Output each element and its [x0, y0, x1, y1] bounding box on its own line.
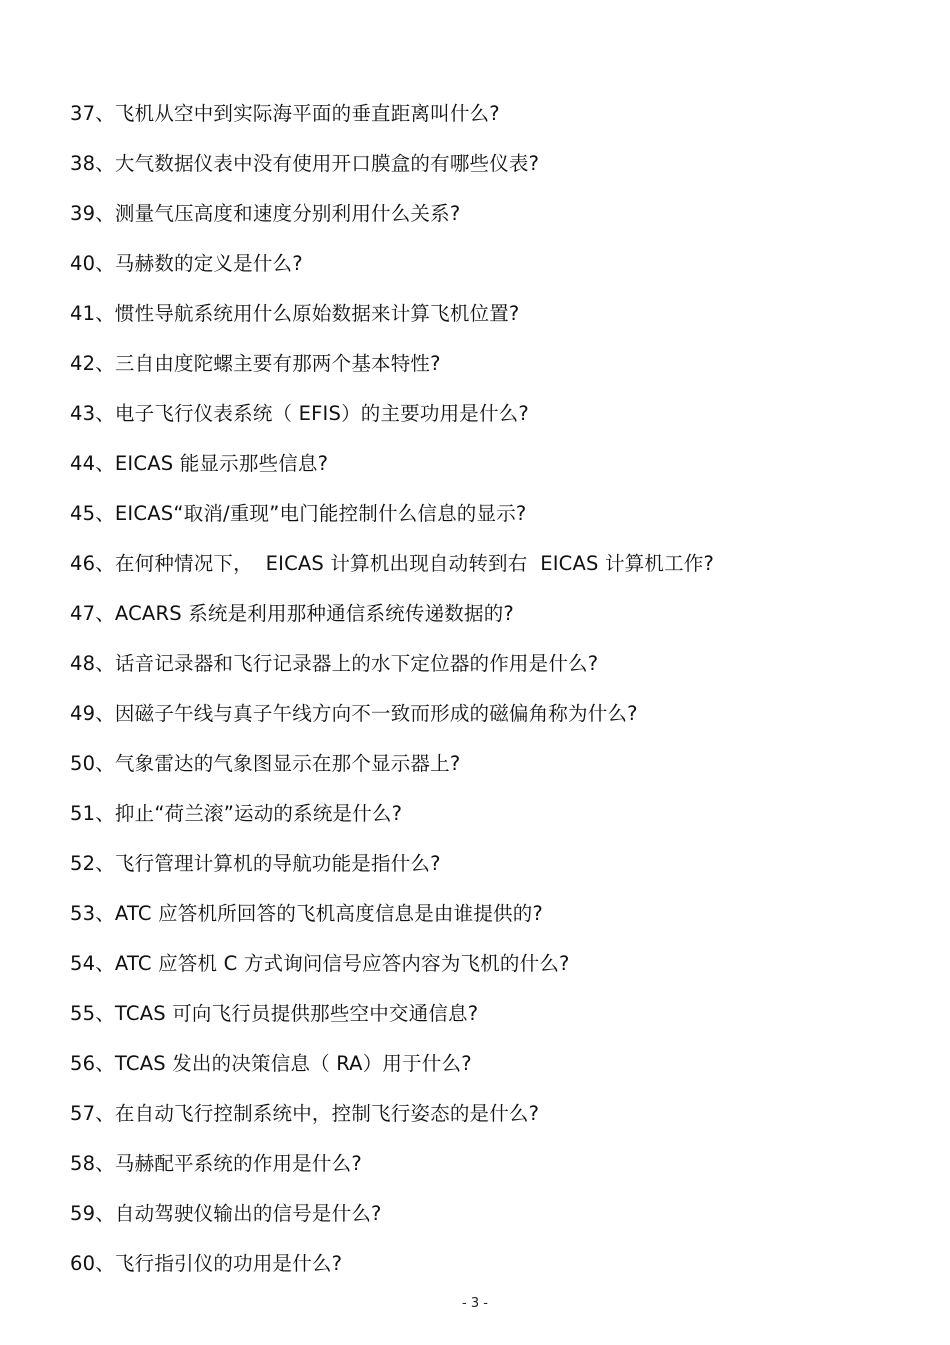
question-item: 51、抑止“荷兰滚”运动的系统是什么? — [70, 802, 403, 825]
question-item: 47、ACARS 系统是利用那种通信系统传递数据的? — [70, 602, 514, 625]
question-item: 57、在自动飞行控制系统中，控制飞行姿态的是什么? — [70, 1102, 540, 1125]
question-item: 59、自动驾驶仪输出的信号是什么? — [70, 1202, 382, 1225]
question-item: 60、飞行指引仪的功用是什么? — [70, 1252, 343, 1275]
question-list — [70, 96, 714, 1296]
question-item: 54、ATC 应答机 C 方式询问信号应答内容为飞机的什么? — [70, 952, 570, 975]
question-item: 42、三自由度陀螺主要有那两个基本特性? — [70, 352, 441, 375]
question-item: 56、TCAS 发出的决策信息（ RA）用于什么? — [70, 1052, 472, 1075]
question-item: 41、惯性导航系统用什么原始数据来计算飞机位置? — [70, 302, 520, 325]
question-item: 37、飞机从空中到实际海平面的垂直距离叫什么? — [70, 102, 500, 125]
question-item: 58、马赫配平系统的作用是什么? — [70, 1152, 362, 1175]
question-item: 40、马赫数的定义是什么? — [70, 252, 303, 275]
question-item: 45、EICAS“取消/重现”电门能控制什么信息的显示? — [70, 502, 527, 525]
question-item: 43、电子飞行仪表系统（ EFIS）的主要功用是什么? — [70, 402, 529, 425]
question-item: 50、气象雷达的气象图显示在那个显示器上? — [70, 752, 461, 775]
page-number: - 3 - — [462, 1296, 488, 1311]
question-item: 38、大气数据仪表中没有使用开口膜盒的有哪些仪表? — [70, 152, 540, 175]
question-item: 39、测量气压高度和速度分别利用什么关系? — [70, 202, 461, 225]
question-item: 44、EICAS 能显示那些信息? — [70, 452, 329, 475]
question-item: 48、话音记录器和飞行记录器上的水下定位器的作用是什么? — [70, 652, 599, 675]
question-item: 49、因磁子午线与真子午线方向不一致而形成的磁偏角称为什么? — [70, 702, 638, 725]
question-item: 46、在何种情况下， EICAS 计算机出现自动转到右 EICAS 计算机工作? — [70, 552, 715, 575]
question-item: 55、TCAS 可向飞行员提供那些空中交通信息? — [70, 1002, 479, 1025]
question-item: 53、ATC 应答机所回答的飞机高度信息是由谁提供的? — [70, 902, 543, 925]
question-item: 52、飞行管理计算机的导航功能是指什么? — [70, 852, 441, 875]
